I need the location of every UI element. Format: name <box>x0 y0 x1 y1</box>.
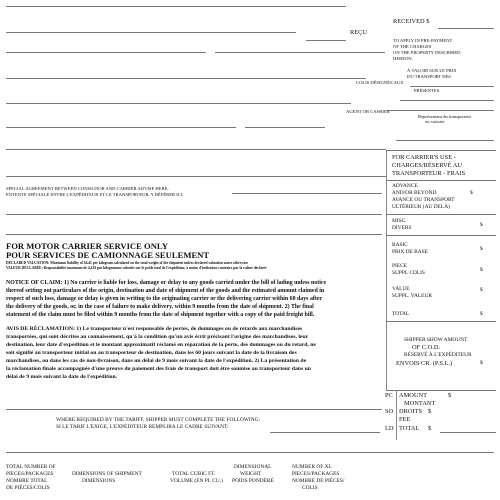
carrier-box-top <box>386 150 496 151</box>
agent-line-2[interactable] <box>396 140 494 141</box>
tariff-field[interactable] <box>270 432 380 433</box>
received-amount-field[interactable] <box>438 28 494 29</box>
misc-label: MISC. <box>392 218 407 224</box>
special-agreement-en: SPECIAL AGREEMENT BETWEEN CONSIGNOR AND CARRIER ADVISE HERE: <box>6 186 169 191</box>
cod-amount-label: AMOUNT <box>399 392 428 399</box>
agent-fr-2: ou caissier <box>425 119 445 124</box>
form-line[interactable] <box>6 78 366 79</box>
prepay-line-2: OF THE CHARGES <box>393 44 432 49</box>
form-line[interactable] <box>6 6 346 7</box>
shipper-cod-1: SHIPPER SHOW AMOUNT <box>404 337 468 343</box>
piece-label: PIECE <box>392 263 407 269</box>
carrier-use-title-1: FOR CARRIER'S USE - <box>392 154 456 161</box>
agent-label: AGENT OR CASHIER <box>346 109 390 114</box>
cod-total-field[interactable] <box>440 432 496 433</box>
form-line[interactable] <box>6 452 494 453</box>
col-total-pieces-4: DE PIÈCES/COLIS <box>6 485 50 491</box>
special-agreement-line[interactable] <box>6 214 382 215</box>
total-label: TOTAL <box>392 311 410 317</box>
cod-total-currency: $ <box>428 425 432 432</box>
total-currency: $ <box>480 311 483 317</box>
col-dimensional-2: WEIGHT <box>240 471 262 477</box>
presentes-label: PRÉSENTES. <box>414 88 441 93</box>
cod-amount-currency: $ <box>448 392 452 399</box>
cod-total-label: TOTAL <box>399 425 420 432</box>
form-line[interactable] <box>215 52 385 53</box>
motor-carrier-title-en: FOR MOTOR CARRIER SERVICE ONLY <box>6 241 169 251</box>
col-total-pieces-3: NOMBRE TOTAL <box>6 478 48 484</box>
advance-currency: $ <box>470 190 473 196</box>
cod-droits-currency: $ <box>428 408 432 415</box>
form-line[interactable] <box>6 52 206 53</box>
special-agreement-field[interactable] <box>232 193 382 194</box>
basic-label: BASIC <box>392 242 408 248</box>
prepay-line-1: TO APPLY IN PRE-PAYMENT <box>393 38 453 43</box>
col-cubic-2: VOLUME (EN PI. CU.) <box>170 478 223 484</box>
avis-line: destination, leur date d'expédition et le montant approximatif réclamé en réparation de la perte, des dommages ou du retard, ne <box>6 342 316 348</box>
tariff-instruction-fr: SI LE TARIF L'EXIGE, L'EXPÉDITEUR REMPLIRA LE CADRE SUIVANT: <box>56 424 229 430</box>
carrier-use-title-2: CHARGES/RÉSERVÉ AU <box>392 162 462 169</box>
cod-code-pc: PC <box>385 392 393 399</box>
col-xl-4: COLIS <box>302 485 318 491</box>
value-label: VALUE <box>392 286 410 292</box>
agent-signature-field[interactable] <box>386 110 494 111</box>
right-column-divider <box>386 150 387 390</box>
form-line[interactable] <box>245 127 325 128</box>
notice-line: thereof setting out particulars of the origin, destination and date of shipment of the goods and the estimated amount claimed in <box>6 288 325 294</box>
avis-line: marchandises, ou dans les cas de non-livraison, dans un délai de 9 mois suivant la date de l'expédition. 2) La présentation de <box>6 358 307 364</box>
carrier-divider <box>386 390 496 391</box>
misc-currency: $ <box>480 222 483 228</box>
notice-line: statement of the claim must be filed within 9 months from the date of shipment together with a copy of the paid freight bill. <box>6 312 315 318</box>
carrier-divider <box>386 321 496 322</box>
form-line[interactable] <box>6 149 386 150</box>
cod-table-divider <box>396 390 397 440</box>
form-line[interactable] <box>6 409 382 410</box>
col-dimensional-1: DIMENSIONAL <box>234 464 272 470</box>
col-xl-3: NOMBRE DE PIÈCES/ <box>292 478 345 484</box>
declared-valuation-en: DECLARED VALUATION: Maximum liability of $4.41 per kilogram calculated on the total weight of the shipment unless declared valuation states otherwise <box>6 261 248 265</box>
special-agreement-fr: ENTENTE SPÉCIALE ENTRE L'EXPÉDITEUR ET LE TRANSPORTEUR, Y RÉFÉRER ICI: <box>6 192 184 197</box>
special-agreement-line[interactable] <box>6 234 382 235</box>
form-line[interactable] <box>6 32 296 33</box>
carrier-divider <box>386 180 496 181</box>
prepay-line-3: ON THE PROPERTY DESCRIBED <box>393 50 461 55</box>
advance-label-2: AND/OR BEYOND <box>392 190 437 196</box>
value-label-2: SUPPL. VALEUR <box>392 293 432 299</box>
colis-label: COLIS DÉSIGNÉS AUX <box>356 80 404 85</box>
value-currency: $ <box>480 287 483 293</box>
cod-montant-label: MONTANT <box>404 400 436 407</box>
notice-line: the delivery of the goods, or, in the case of failure to make delivery, within 9 months from the date of shipment. 2) The final <box>6 304 314 310</box>
cod-droits-label: DROITS <box>399 408 423 415</box>
form-line[interactable] <box>6 176 386 177</box>
col-xl-1: NUMBER OF XL <box>292 464 332 470</box>
received-label: RECEIVED $ <box>393 18 430 25</box>
motor-carrier-title-fr: POUR SERVICES DE CAMIONNAGE SEULEMENT <box>6 250 210 260</box>
basic-label-2: PRIX DE BASE <box>392 249 428 255</box>
avis-line: AVIS DE RÉCLAMATION: 1) Le transporteur n'est responsable de pertes, de dommages ou de retards aux marchandises <box>6 326 303 332</box>
col-dimensional-3: POIDS PONDÉRÉ <box>232 478 274 484</box>
col-dimensions-1: DIMENSIONS OF SHIPMENT <box>72 471 142 477</box>
prepay-line-4: HEREON. <box>393 56 413 61</box>
col-total-pieces-2: PIECES/PACKAGES <box>6 471 54 477</box>
col-total-pieces-1: TOTAL NUMBER OF <box>6 464 56 470</box>
col-cubic-1: TOTAL CUBIC FT. <box>172 471 216 477</box>
declared-valuation-fr: VALEUR DÉCLARÉE: Responsabilité maximum de 4,41$ par kilogramme calculée sur le poids total de l'expédition, à moins d'indication contraire par la valeur déclarée <box>6 266 267 270</box>
advance-label-4: ULTÉRIEUR (AU DELÀ) <box>392 204 450 210</box>
col-xl-2: PIECES/PACKAGES <box>292 471 340 477</box>
tariff-instruction-en: WHERE REQUIRED BY THE TARIFF, SHIPPER MUST COMPLETE THE FOLLOWING: <box>56 417 260 423</box>
shipper-cod-2: OF C.O.D. <box>412 344 441 351</box>
notice-line: NOTICE OF CLAIM: 1) No carrier is liable for loss, damage or delay to any goods carried under the bill of lading unless notice <box>6 280 327 286</box>
valoir-line-2: DU TRANSPORT DES <box>407 74 451 79</box>
avis-line: soit signifié au transporteur initial ou au transporteur de destination, dans les 60 jours suivant la date de la livraison des <box>6 350 297 356</box>
form-line[interactable] <box>6 127 236 128</box>
piece-label-2: SUPPL COLIS <box>392 270 425 276</box>
shipper-cod-4: ENVOIS CR. (P.S.L.) <box>396 360 453 367</box>
avis-line: transportées, qui sont décrites au connaissement, qu'à la condition qu'un avis écrit précisant l'origine des marchandises, leur <box>6 334 309 340</box>
colis-line[interactable] <box>410 86 494 87</box>
advance-label-3: AVANCE OU TRANSPORT <box>392 197 455 203</box>
carrier-use-title-3: TRANSPORTEUR - FRAIS <box>392 170 466 177</box>
avis-line: la réclamation finale accompagnée d'une preuve du paiement des frais de transport doit être soumise au transporteur dans un <box>6 366 311 372</box>
shipper-cod-currency: $ <box>480 360 483 366</box>
carrier-divider <box>386 214 496 215</box>
cod-fee-label: FEE <box>399 416 411 423</box>
col-dimensions-2: DIMENSIONS <box>82 478 116 484</box>
shipper-cod-3: RÉSERVÉ À L'EXPÉDITEUR <box>404 352 472 358</box>
agent-fr-1: Représentant du transporteur <box>418 114 472 119</box>
recu-line[interactable] <box>306 40 346 41</box>
advance-label: ADVANCE <box>392 183 418 189</box>
presentes-line[interactable] <box>400 100 494 101</box>
carrier-divider <box>386 235 496 236</box>
misc-label-2: DIVERS <box>392 225 412 231</box>
notice-line: respect of such loss, damage or delay is given in writing to the originating carrier or the delivering carrier within 60 days after <box>6 296 323 302</box>
piece-currency: $ <box>480 267 483 273</box>
cod-code-so: SO <box>385 408 394 415</box>
form-line[interactable] <box>6 103 351 104</box>
cod-code-ld: LD <box>385 425 394 432</box>
valoir-line-1: À VALOIR SUR LE PRIX <box>407 68 457 73</box>
avis-line: délai de 9 mois suivant la date de l'expédition. <box>6 374 118 380</box>
recu-label: REÇU <box>350 29 368 36</box>
basic-currency: $ <box>480 246 483 252</box>
